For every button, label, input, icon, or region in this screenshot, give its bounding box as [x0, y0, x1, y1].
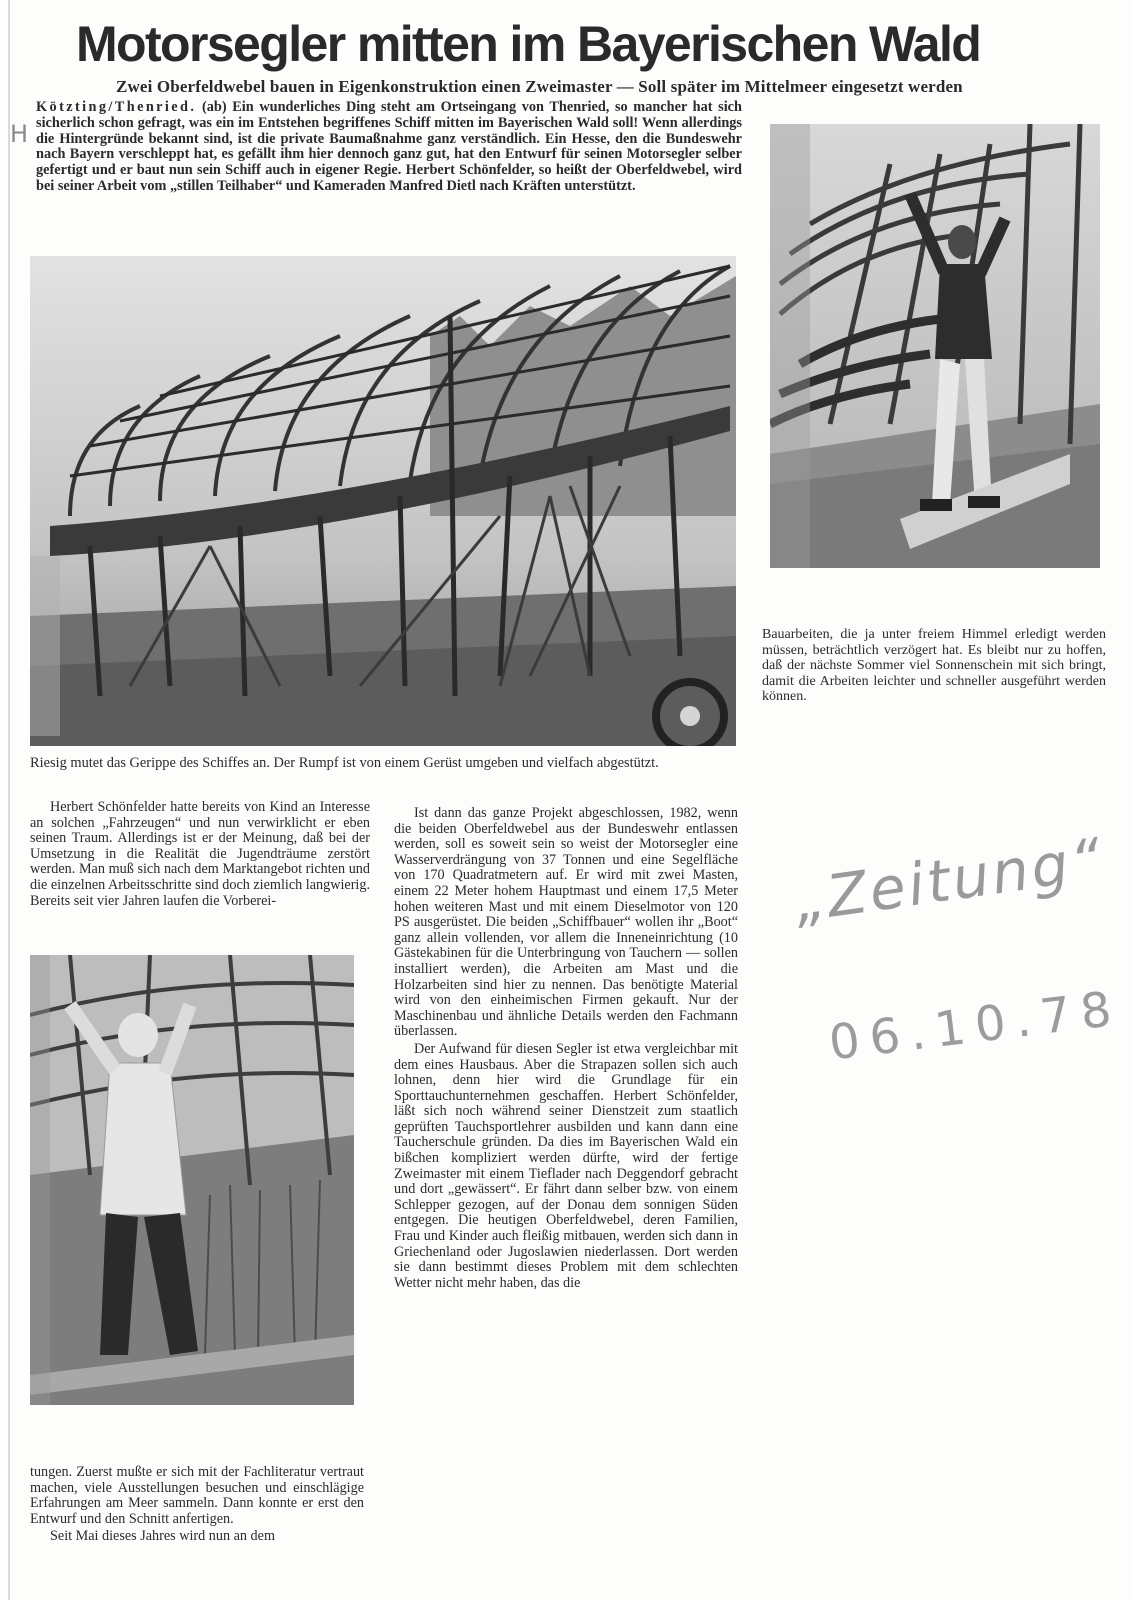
- article-column-left-bottom: [30, 1465, 364, 1600]
- handwritten-annotation: [790, 824, 1125, 1088]
- photo-worker-on-scaffold: [770, 124, 1100, 568]
- article-lead-text: (ab) Ein wunderliches Ding steht am Ortseingang von Thenried, so mancher hat sich sicherlich schon gefragt, was ein im Entstehen begriffenes Schiff mitten im Bayerischen Wald soll! Wenn allerdings die Hintergründe bekannt sind, ist die private Baumaßnahme ganz verständlich. Ein Hesse, den die Bundeswehr nach Bayern verschleppt hat, es gefällt ihm hier dennoch ganz gut, hat den Entwurf für seinen Motorsegler selber gefertigt und er baut nun sein Schiff auch in eigener Regie. Herbert Schönfelder, so heißt der Oberfeldwebel, wird bei seiner Arbeit vom „stillen Teilhaber“ und Kameraden Manfred Dietl nach Kräften unterstützt.: [36, 100, 742, 194]
- photo-caption-main: Riesig mutet das Gerippe des Schiffes an. Der Rumpf ist von einem Gerüst umgeben und vielfach abgestützt.: [30, 755, 659, 771]
- article-column-middle: [394, 806, 738, 1431]
- handwritten-date: 06.10.78: [826, 980, 1125, 1072]
- photo-ship-hull-frame: [30, 256, 736, 746]
- article-paragraph: Herbert Schönfelder hatte bereits von Kind an Interesse an solchen „Fahrzeugen“ und nun verwirklicht er eben seinen Traum. Allerdings ist er der Meinung, daß bei der Umsetzung in die Realität die Jugendträume zerstört werden. Man muß sich nach dem Marktangebot richten und die einzelnen Arbeitsschritte sind doch ziemlich langwierig. Bereits seit vier Jahren laufen die Vorberei-: [30, 800, 370, 909]
- article-paragraph: tungen. Zuerst mußte er sich mit der Fachliteratur vertraut machen, viele Ausstellungen besuchen und einschlägige Erfahrungen am Meer sammeln. Dann konnte er erst den Entwurf und den Schnitt anfertigen.: [30, 1465, 364, 1527]
- article-column-left-top: [30, 800, 370, 948]
- photo-caption-right: Bauarbeiten, die ja unter freiem Himmel erledigt werden müssen, beträchtlich verzögert hat. Es bleibt nur zu hoffen, daß der nächste Sommer viel Sonnenschein mit sich bringt, damit die Arbeiten leichter und schneller ausgeführt werden können.: [762, 627, 1106, 705]
- pencil-margin-mark: H: [10, 120, 29, 148]
- ship-hull-frame-photo: [30, 256, 736, 746]
- article-subheadline: Zwei Oberfeldwebel bauen in Eigenkonstruktion einen Zweimaster — Soll später im Mittelmeer eingesetzt werden: [116, 77, 963, 96]
- article-paragraph: Ist dann das ganze Projekt abgeschlossen, 1982, wenn die beiden Oberfeldwebel aus der Bundeswehr entlassen werden, soll es soweit sein so weist der Motorsegler eine Wasserverdrängung von 37 Tonnen und eine Segelfläche von 170 Quadratmetern auf. Er wird mit zwei Masten, einem 22 Meter hohem Hauptmast und einem 17,5 Meter hohen weiteren Mast und mit einem Dieselmotor von 120 PS ausgerüstet. Die beiden „Schiffbauer“ wollen ihr „Boot“ ganz allein vollenden, vor allem die Inneneinrichtung (10 Gästekabinen für die Unterbringung von Tauchern — sollen installiert werden), die Arbeiten am Mast und die Holzarbeiten sind hier zu nennen. Das benötigte Material wird von den einheimischen Firmen gekauft. Nur der Maschinenbau und ähnliche Details werden den Fachmann überlassen.: [394, 806, 738, 1040]
- handwritten-source-label: „Zeitung“: [790, 824, 1109, 936]
- article-lead: [36, 100, 742, 195]
- worker-on-scaffold-photo: [770, 124, 1100, 568]
- article-paragraph: Seit Mai dieses Jahres wird nun an dem: [50, 1528, 275, 1545]
- scan-edge-line: [8, 0, 10, 1600]
- article-headline: Motorsegler mitten im Bayerischen Wald: [76, 16, 981, 72]
- article-paragraph: Der Aufwand für diesen Segler ist etwa vergleichbar mit dem eines Hausbaus. Aber die Strapazen sollen sich auch lohnen, denn hier wird die Grundlage für ein Sporttauchunternehmen geschaffen. Herbert Schönfelder, läßt sich noch während seiner Dienstzeit zum staatlich geprüften Tauchsportlehrer ausbilden und kann dann eine Taucherschule gründen. Da dies im Bayerischen Wald ein bißchen kompliziert werden dürfte, wird der fertige Zweimaster mit einem Tieflader nach Deggendorf gebracht und dort „gewässert“. Er fährt dann selber bzw. von einem Schlepper gezogen, auf der Donau dem sonnigen Süden entgegen. Die heutigen Oberfeldwebel, deren Familien, Frau und Kinder auch fleißig mitbauen, werden sich dann in Griechenland oder Jugoslawien niederlassen. Dort werden sie dann bestimmt dieses Problem mit dem schlechten Wetter nicht mehr haben, das die: [394, 1040, 738, 1291]
- man-on-plank-photo: [30, 955, 354, 1405]
- photo-man-on-plank: [30, 955, 354, 1405]
- article-dateline: Kötzting/Thenried.: [36, 100, 197, 115]
